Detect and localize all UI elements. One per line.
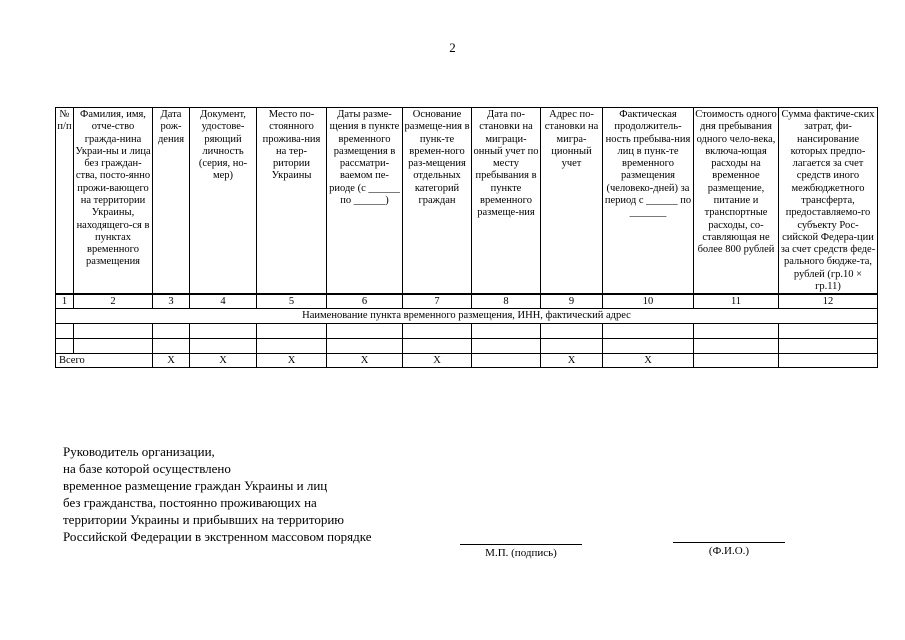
header-cell-2: Фамилия, имя, отче-ство гражда-нина Украи-ны и лица без граждан-ства, посто-янно прожи-вающего на территории Украины, находящего-ся в пунктах временного размещения (74, 108, 153, 295)
table-cell (74, 339, 153, 354)
column-number: 9 (541, 294, 603, 309)
table-cell (472, 339, 541, 354)
total-cell: Х (403, 354, 472, 368)
column-number: 12 (779, 294, 878, 309)
signature-block (63, 443, 371, 545)
total-cell: Х (603, 354, 694, 368)
header-row (56, 108, 878, 295)
column-number: 3 (153, 294, 190, 309)
table-row (56, 324, 878, 339)
column-number: 7 (403, 294, 472, 309)
header-cell-1: № п/п (56, 108, 74, 295)
table-cell (779, 324, 878, 339)
signatory-line: Российской Федерации в экстренном массовом порядке (63, 529, 372, 544)
table-cell (327, 324, 403, 339)
signatory-line: на базе которой осуществлено (63, 461, 231, 476)
total-row (56, 354, 878, 368)
header-cell-5: Место по-стоянного прожива-ния на тер-ритории Украины (257, 108, 327, 295)
column-number: 8 (472, 294, 541, 309)
total-cell (472, 354, 541, 368)
signatory-line: временное размещение граждан Украины и лиц (63, 478, 328, 493)
column-number-row (56, 294, 878, 309)
total-cell: Х (153, 354, 190, 368)
table-cell (779, 339, 878, 354)
table-cell (190, 339, 257, 354)
header-cell-6: Даты разме-щения в пункте временного размещения в рассматри-ваемом пе-риоде (с ______ по ______) (327, 108, 403, 295)
column-number: 5 (257, 294, 327, 309)
total-cell: Х (541, 354, 603, 368)
table-cell (257, 339, 327, 354)
signatory-line: Руководитель организации, (63, 444, 215, 459)
table-cell (56, 324, 74, 339)
column-number: 1 (56, 294, 74, 309)
header-cell-4: Документ, удостове-ряющий личность (серия, но-мер) (190, 108, 257, 295)
signature-caption: М.П. (подпись) (485, 547, 557, 559)
table-cell (603, 324, 694, 339)
total-cell (694, 354, 779, 368)
total-cell: Х (257, 354, 327, 368)
table-cell (327, 339, 403, 354)
header-cell-10: Фактическая продолжитель-ность пребыва-ния лиц в пунк-те временного размещения (человеко-дней) за период с ______ по _______ (603, 108, 694, 295)
table-cell (403, 324, 472, 339)
table-cell (694, 324, 779, 339)
table-row (56, 339, 878, 354)
total-cell: Х (190, 354, 257, 368)
name-caption: (Ф.И.О.) (708, 545, 750, 557)
table-cell (472, 324, 541, 339)
table-cell (56, 339, 74, 354)
table-cell (403, 339, 472, 354)
table-cell (257, 324, 327, 339)
header-cell-8: Дата по-становки на миграци-онный учет по месту пребывания в пункте временного размеще-ния (472, 108, 541, 295)
column-number: 4 (190, 294, 257, 309)
section-title: Наименование пункта временного размещения, ИНН, фактический адрес (56, 309, 878, 324)
table-cell (153, 339, 190, 354)
header-cell-12: Сумма фактиче-ских затрат, фи-нансирование которых предпо-лагается за счет средств иного межбюджетного трансферта, предоставляемо-го субъекту Рос-сийской Федера-ции за счет средств феде-рального бюдже-та, рублей (гр.10 × гр.11) (779, 108, 878, 295)
table-cell (74, 324, 153, 339)
total-cell: Х (327, 354, 403, 368)
signatory-line: без гражданства, постоянно проживающих на (63, 495, 317, 510)
header-cell-11: Стоимость одного дня пребывания одного чело-века, включа-ющая расходы на временное размещение, питание и транспортные расходы, со-ставляющая не более 800 рублей (694, 108, 779, 295)
section-title-row (56, 309, 878, 324)
report-table (55, 107, 878, 368)
table-cell (603, 339, 694, 354)
column-number: 10 (603, 294, 694, 309)
column-number: 11 (694, 294, 779, 309)
table-cell (190, 324, 257, 339)
column-number: 2 (74, 294, 153, 309)
table-cell (153, 324, 190, 339)
column-number: 6 (327, 294, 403, 309)
signature-line (460, 544, 582, 545)
header-cell-9: Адрес по-становки на мигра-ционный учет (541, 108, 603, 295)
total-label: Всего (56, 354, 153, 368)
page-number: 2 (449, 40, 456, 55)
name-line (673, 542, 785, 543)
table-cell (541, 324, 603, 339)
header-cell-3: Дата рож-дения (153, 108, 190, 295)
table-cell (694, 339, 779, 354)
total-cell (779, 354, 878, 368)
table-cell (541, 339, 603, 354)
header-cell-7: Основание размеще-ния в пунк-те времен-ного раз-мещения отдельных категорий граждан (403, 108, 472, 295)
signatory-line: территории Украины и прибывших на территорию (63, 512, 345, 527)
